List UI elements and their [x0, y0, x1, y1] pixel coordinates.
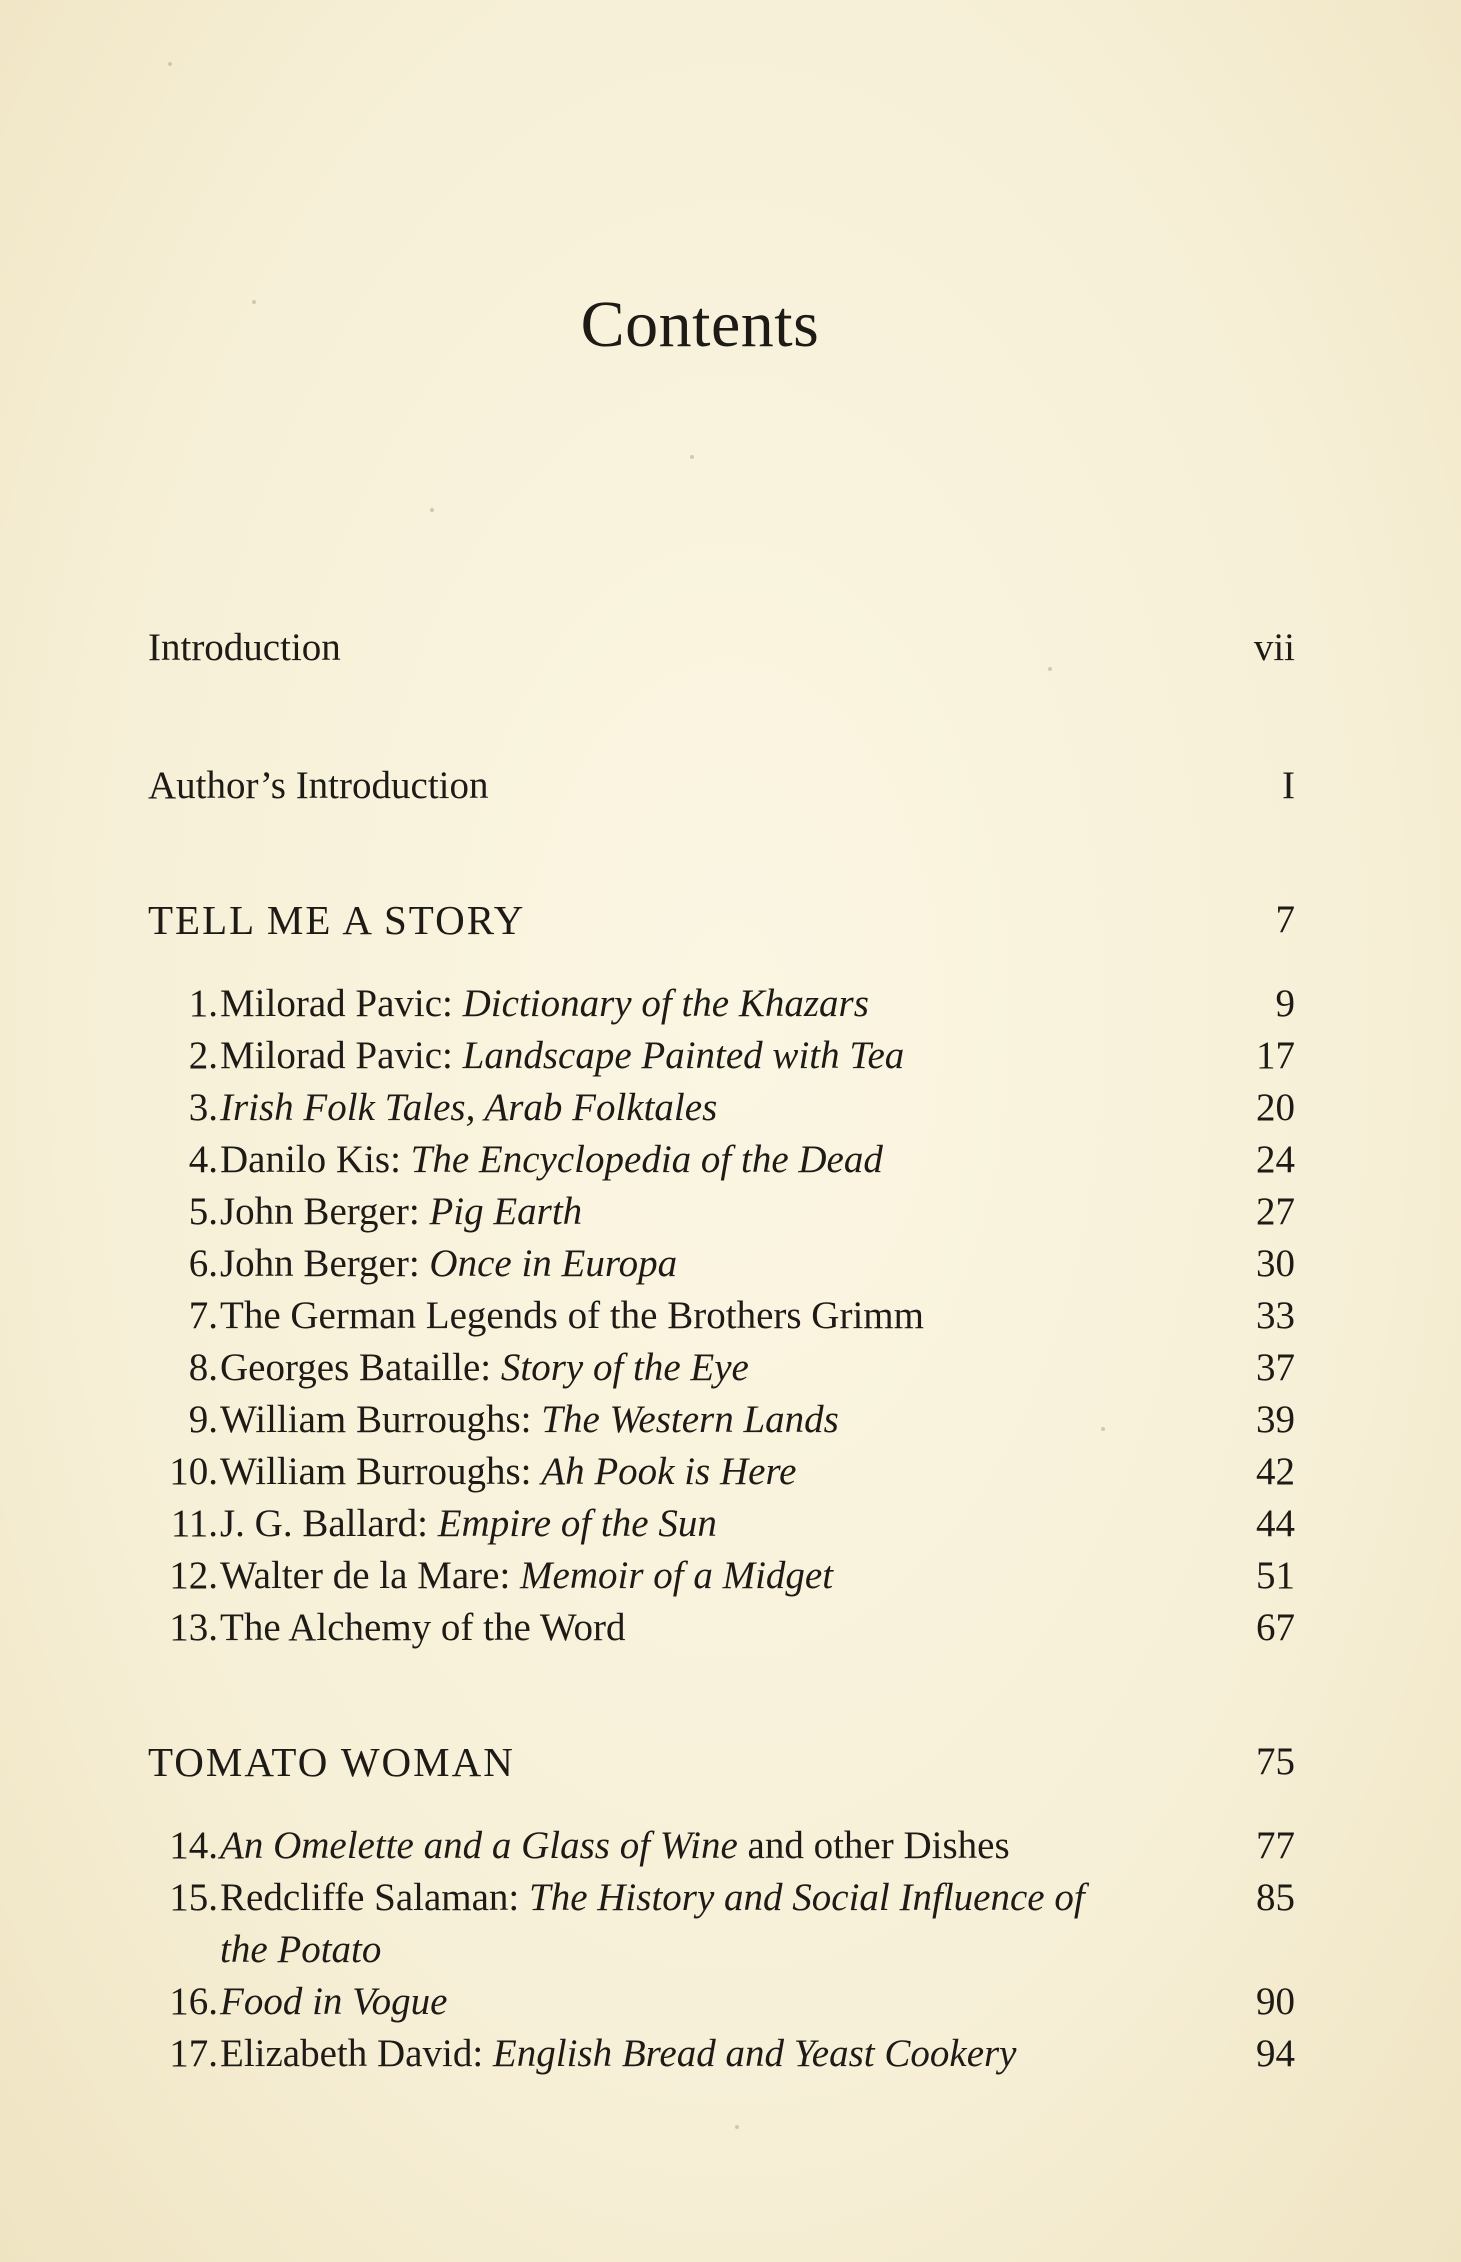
entry-text	[220, 1238, 677, 1290]
entry-author: Milorad Pavic:	[220, 1034, 463, 1077]
entry-number: 1.	[188, 982, 218, 1025]
toc-entry	[148, 1082, 1295, 1134]
toc-page-number: 33	[1256, 1294, 1295, 1337]
entry-text	[220, 1082, 717, 1134]
entry-number: 10.	[169, 1450, 218, 1493]
entry-work-title-continued: the Potato	[220, 1928, 382, 1971]
toc-page-number: 77	[1256, 1824, 1295, 1867]
toc-label: Introduction	[148, 626, 341, 669]
paper-speck	[168, 62, 172, 66]
toc-page-number: 17	[1256, 1034, 1295, 1077]
entry-author: William Burroughs:	[220, 1450, 542, 1493]
toc-entry	[148, 1602, 1295, 1654]
entry-number: 4.	[188, 1138, 218, 1181]
entry-work-title: The Encyclopedia of the Dead	[410, 1138, 883, 1181]
entry-work-title: The History and Social Influence of	[529, 1876, 1085, 1919]
toc-entry	[148, 1134, 1295, 1186]
entry-text	[220, 1342, 749, 1394]
entry-text	[220, 1602, 626, 1654]
entry-text	[220, 1134, 883, 1186]
entry-text	[220, 1550, 833, 1602]
entry-author: Georges Bataille:	[220, 1346, 501, 1389]
entry-work-title: Irish Folk Tales, Arab Folktales	[220, 1086, 718, 1129]
entry-number: 14.	[169, 1824, 218, 1867]
entry-number: 6.	[188, 1242, 218, 1285]
toc-entry	[148, 1872, 1295, 1976]
entry-author: John Berger:	[220, 1242, 430, 1285]
toc-row-introduction	[148, 622, 1295, 674]
entry-author: William Burroughs:	[220, 1398, 542, 1441]
toc-page-number: I	[1282, 764, 1295, 807]
entry-work-title: Empire of the Sun	[437, 1502, 717, 1545]
entry-number: 8.	[188, 1346, 218, 1389]
toc-page-number: 94	[1256, 2032, 1295, 2075]
page-title: Contents	[580, 288, 820, 361]
entry-text	[220, 1030, 904, 1082]
toc-row-authors-introduction	[148, 760, 1295, 812]
toc-page-number: 24	[1256, 1138, 1295, 1181]
entry-text	[220, 2028, 1017, 2080]
entry-author: Danilo Kis:	[220, 1138, 411, 1181]
entry-number: 2.	[188, 1034, 218, 1077]
toc-entry	[148, 1030, 1295, 1082]
toc-page-number: 30	[1256, 1242, 1295, 1285]
entry-work-title: Once in Europa	[429, 1242, 678, 1285]
toc-page-number: 67	[1256, 1606, 1295, 1649]
entry-work-title: Pig Earth	[429, 1190, 583, 1233]
toc-page-number: 44	[1256, 1502, 1295, 1545]
toc-page-number: vii	[1253, 626, 1295, 669]
entry-number: 11.	[170, 1502, 218, 1545]
entry-text	[220, 978, 869, 1030]
section-title: TOMATO WOMAN	[148, 1739, 515, 1785]
paper-speck	[1048, 667, 1052, 671]
toc-page-number: 90	[1256, 1980, 1295, 2023]
entry-author: John Berger:	[220, 1190, 430, 1233]
toc-page-number: 75	[1256, 1740, 1295, 1783]
toc-entry	[148, 1550, 1295, 1602]
toc-entry	[148, 1290, 1295, 1342]
toc-entry	[148, 2028, 1295, 2080]
entry-text	[220, 1872, 1085, 1976]
toc-page-number: 85	[1256, 1876, 1295, 1919]
entry-work-title: Food in Vogue	[220, 1980, 448, 2023]
toc-page-number: 20	[1256, 1086, 1295, 1129]
entry-work-title: An Omelette and a Glass of Wine	[220, 1824, 738, 1867]
entry-number: 13.	[169, 1606, 218, 1649]
section-heading-tell-me-a-story	[148, 894, 1295, 946]
paper-speck	[430, 508, 434, 512]
entry-number: 17.	[169, 2032, 218, 2075]
entry-text	[220, 1186, 582, 1238]
entry-text	[220, 1498, 717, 1550]
entry-text	[220, 1446, 796, 1498]
entry-author: Redcliffe Salaman:	[220, 1876, 530, 1919]
entry-work-title: Dictionary of the Khazars	[462, 982, 869, 1025]
entry-text	[220, 1820, 1010, 1872]
toc-entry	[148, 1976, 1295, 2028]
toc-entry	[148, 1238, 1295, 1290]
entry-text	[220, 1394, 839, 1446]
entry-suffix: and other Dishes	[737, 1824, 1010, 1867]
entry-work-title: Landscape Painted with Tea	[462, 1034, 905, 1077]
entry-text	[220, 1290, 924, 1342]
toc-page-number: 51	[1256, 1554, 1295, 1597]
toc-entry	[148, 1342, 1295, 1394]
paper-speck	[690, 455, 694, 459]
paper-speck	[252, 300, 256, 304]
toc-page-number: 9	[1275, 982, 1295, 1025]
entry-number: 15.	[169, 1876, 218, 1919]
toc-page-number: 37	[1256, 1346, 1295, 1389]
entry-work-title: Ah Pook is Here	[541, 1450, 797, 1493]
entry-work-title: English Bread and Yeast Cookery	[492, 2032, 1017, 2075]
toc-page-number: 27	[1256, 1190, 1295, 1233]
section-title: TELL ME A STORY	[148, 897, 526, 943]
paper-speck	[1101, 1427, 1105, 1431]
entry-author: Walter de la Mare:	[220, 1554, 521, 1597]
toc-entry	[148, 1186, 1295, 1238]
entry-author: The German Legends of the Brothers Grimm	[220, 1294, 924, 1337]
entry-number: 7.	[188, 1294, 218, 1337]
entry-author: J. G. Ballard:	[220, 1502, 438, 1545]
toc-page-number: 7	[1275, 898, 1295, 941]
toc-entry	[148, 1820, 1295, 1872]
entry-author: The Alchemy of the Word	[220, 1606, 626, 1649]
entry-work-title: Memoir of a Midget	[520, 1554, 834, 1597]
entry-author: Elizabeth David:	[220, 2032, 493, 2075]
entry-work-title: Story of the Eye	[500, 1346, 749, 1389]
entry-number: 12.	[169, 1554, 218, 1597]
toc-page-number: 39	[1256, 1398, 1295, 1441]
section-heading-tomato-woman	[148, 1736, 1295, 1788]
toc-entry	[148, 978, 1295, 1030]
entry-number: 16.	[169, 1980, 218, 2023]
entry-number: 5.	[188, 1190, 218, 1233]
toc-entry	[148, 1394, 1295, 1446]
entry-text	[220, 1976, 447, 2028]
toc-entry	[148, 1446, 1295, 1498]
toc-entry	[148, 1498, 1295, 1550]
toc-page-number: 42	[1256, 1450, 1295, 1493]
entry-work-title: The Western Lands	[541, 1398, 839, 1441]
entry-number: 3.	[188, 1086, 218, 1129]
entry-number: 9.	[188, 1398, 218, 1441]
paper-speck	[735, 2125, 739, 2129]
toc-label: Author’s Introduction	[148, 764, 489, 807]
entry-author: Milorad Pavic:	[220, 982, 463, 1025]
